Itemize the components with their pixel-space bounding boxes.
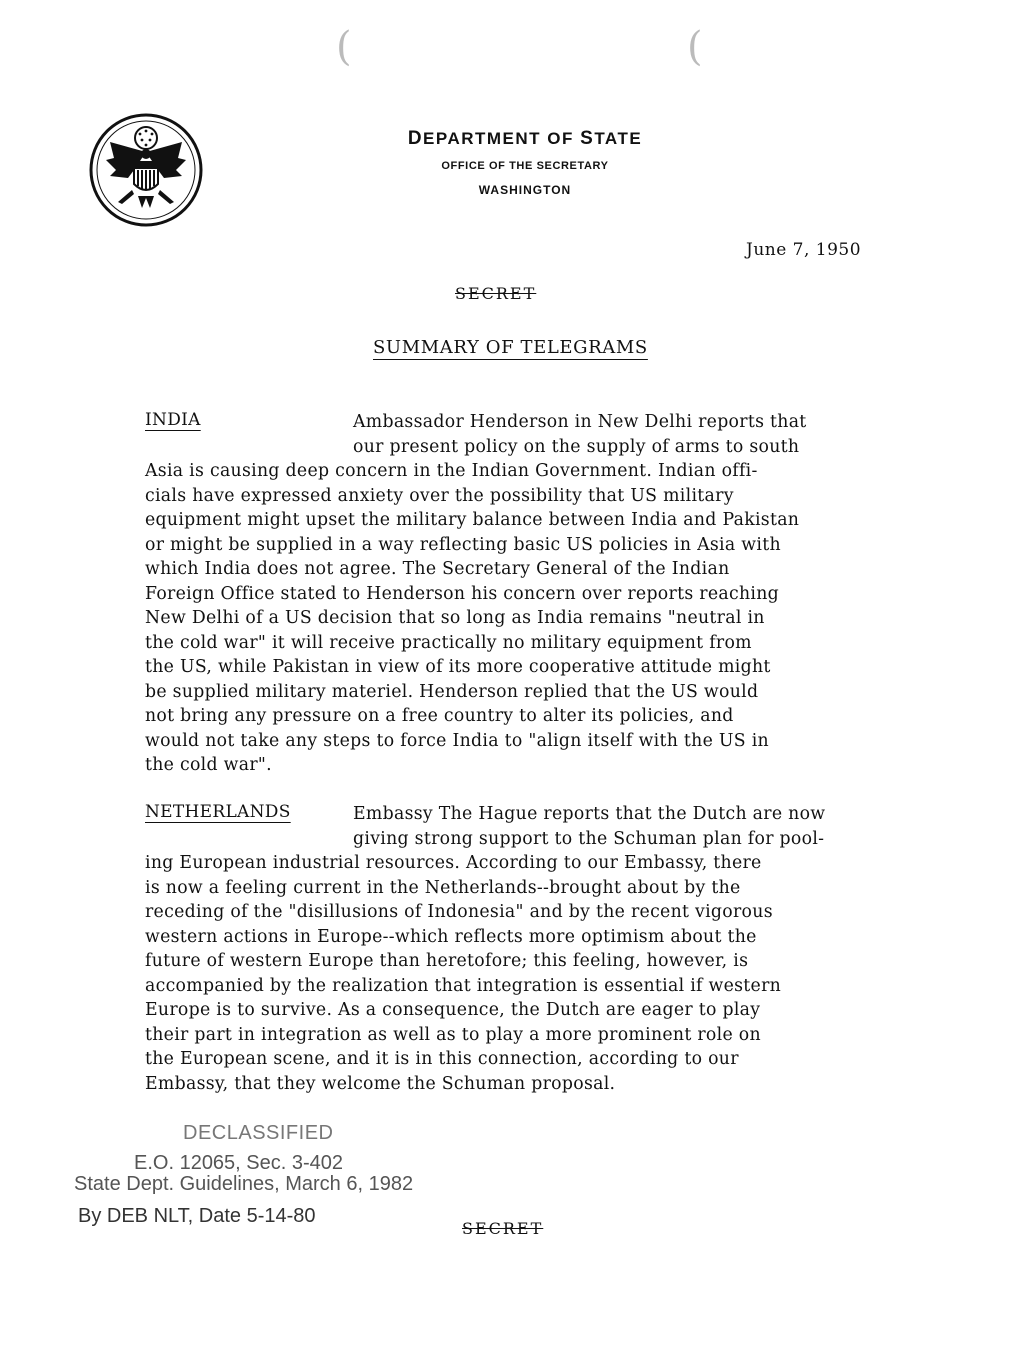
- india-line: be supplied military materiel. Henderson replied that the US would: [145, 681, 759, 702]
- netherlands-line: receding of the "disillusions of Indonesia" and by the recent vigorous: [145, 902, 773, 922]
- department-name: DEPARTMENT OF STATE: [407, 128, 643, 149]
- india-line: Asia is causing deep concern in the Indian Government. Indian offi-: [145, 461, 758, 481]
- netherlands-line: the European scene, and it is in this connection, according to our: [145, 1049, 739, 1069]
- india-line: Ambassador Henderson in New Delhi reports that: [353, 412, 807, 432]
- netherlands-line: future of western Europe than heretofore; this feeling, however, is: [145, 951, 749, 971]
- india-line: our present policy on the supply of arms to south: [353, 436, 800, 457]
- department-seal-icon: [88, 112, 204, 228]
- scan-mark: (: [687, 24, 703, 70]
- india-line: New Delhi of a US decision that so long as India remains "neutral in: [145, 608, 765, 628]
- document-date: June 7, 1950: [746, 240, 862, 260]
- india-line: the US, while Pakistan in view of its more cooperative attitude might: [145, 657, 771, 677]
- section-label-netherlands: NETHERLANDS: [145, 802, 291, 822]
- india-line: not bring any pressure on a free country to alter its policies, and: [145, 706, 734, 726]
- india-line: cials have expressed anxiety over the possibility that US military: [145, 485, 734, 506]
- declass-signature-line: By DEB NLT, Date 5-14-80: [78, 1205, 316, 1227]
- netherlands-line: ing European industrial resources. According to our Embassy, there: [145, 853, 762, 873]
- netherlands-line: Europe is to survive. As a consequence, the Dutch are eager to play: [145, 1000, 761, 1020]
- declass-heading: DECLASSIFIED: [183, 1122, 334, 1144]
- netherlands-line: Embassy The Hague reports that the Dutch are now: [353, 804, 826, 824]
- india-line: Foreign Office stated to Henderson his concern over reports reaching: [145, 583, 780, 604]
- india-line: would not take any steps to force India to "align itself with the US in: [145, 730, 769, 751]
- section-label-india: INDIA: [145, 410, 201, 430]
- netherlands-line: giving strong support to the Schuman plan for pool-: [353, 828, 825, 849]
- netherlands-line: western actions in Europe--which reflects more optimism about the: [145, 926, 757, 947]
- india-line: which India does not agree. The Secretary General of the Indian: [145, 559, 730, 579]
- scan-mark: (: [336, 24, 352, 70]
- india-line: or might be supplied in a way reflecting basic US policies in Asia with: [145, 534, 781, 555]
- netherlands-line: is now a feeling current in the Netherlands--brought about by the: [145, 877, 741, 898]
- city-name: WASHINGTON: [478, 183, 572, 197]
- classification-marking-bottom: SECRET: [462, 1219, 544, 1238]
- india-line: the cold war" it will receive practically no military equipment from: [145, 632, 752, 653]
- netherlands-line: their part in integration as well as to play a more prominent role on: [145, 1024, 761, 1045]
- india-line: the cold war".: [145, 755, 272, 775]
- netherlands-line: accompanied by the realization that integration is essential if western: [145, 975, 782, 996]
- india-line: equipment might upset the military balance between India and Pakistan: [145, 510, 800, 530]
- declass-authority: E.O. 12065, Sec. 3-402: [134, 1152, 344, 1174]
- office-name: OFFICE OF THE SECRETARY: [441, 160, 609, 172]
- declass-guidelines: State Dept. Guidelines, March 6, 1982: [74, 1173, 414, 1195]
- classification-marking-top: SECRET: [455, 284, 537, 303]
- netherlands-line: Embassy, that they welcome the Schuman proposal.: [145, 1073, 616, 1094]
- document-title: SUMMARY OF TELEGRAMS: [373, 337, 648, 358]
